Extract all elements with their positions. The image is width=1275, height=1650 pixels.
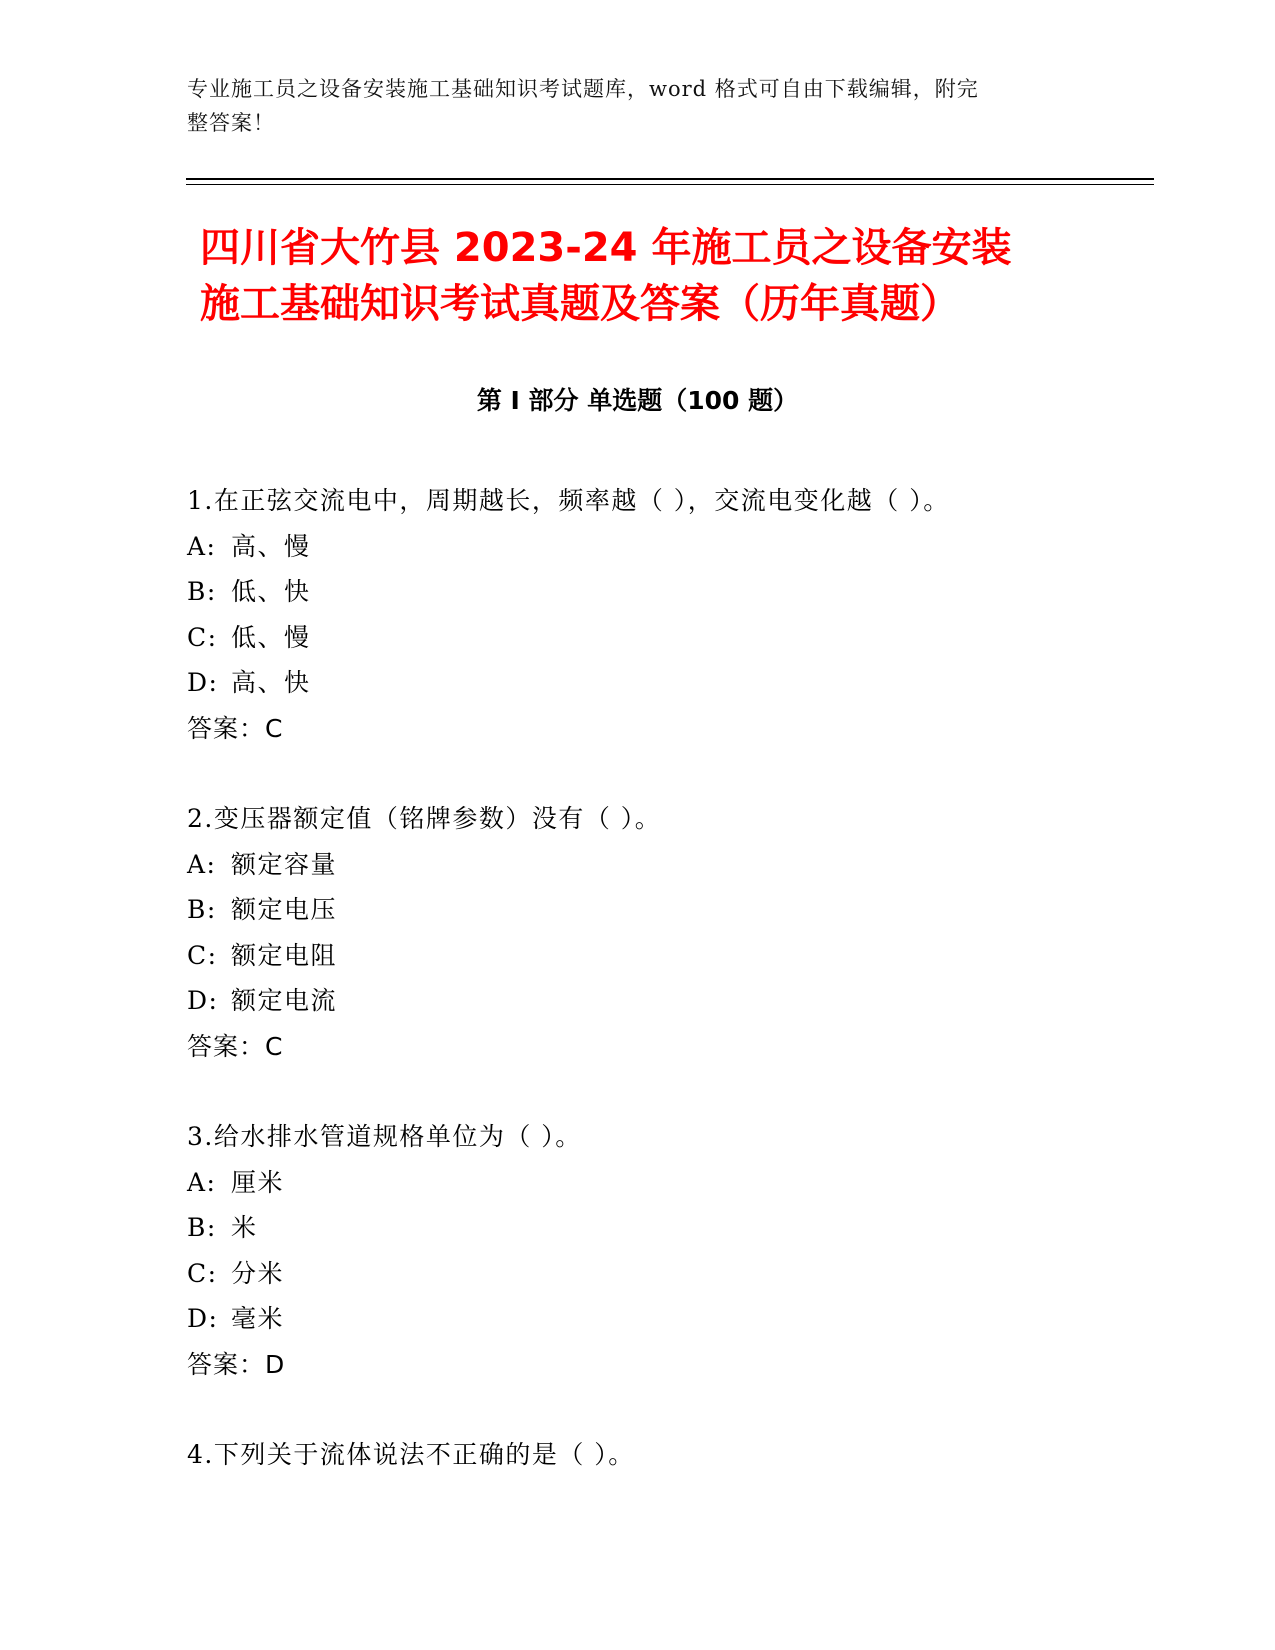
header-divider-thick: [186, 178, 1154, 180]
option-text: 低、快: [231, 577, 311, 606]
option-d: [187, 978, 1137, 1024]
document-title: [200, 220, 1080, 332]
option-d: [187, 1296, 1137, 1342]
option-label: A:: [187, 531, 217, 561]
option-label: D:: [187, 668, 219, 697]
option-text: 额定电压: [231, 895, 338, 924]
option-text: 米: [231, 1213, 258, 1242]
option-text: 高、慢: [231, 531, 311, 561]
question-stem: 1.在正弦交流电中，周期越长，频率越（ ），交流电变化越（ ）。: [187, 486, 950, 515]
option-label: C:: [187, 622, 218, 652]
section-title: 第 I 部分 单选题（100 题）: [476, 386, 799, 415]
option-text: 额定电流: [231, 986, 338, 1015]
question-4: [187, 1432, 1137, 1478]
answer: 答案：D: [187, 1349, 286, 1379]
option-text: 厘米: [231, 1167, 285, 1197]
option-label: A:: [187, 849, 217, 879]
document-title-line-2: 施工基础知识考试真题及答案（历年真题）: [200, 281, 960, 327]
answer: 答案：C: [187, 1031, 284, 1061]
option-text: 低、慢: [231, 622, 311, 652]
option-c: [187, 1251, 1137, 1297]
question-stem: 4.下列关于流体说法不正确的是（ ）。: [187, 1440, 635, 1469]
option-label: A:: [187, 1167, 217, 1197]
option-b: [187, 1205, 1137, 1251]
option-text: 分米: [231, 1258, 285, 1288]
option-c: [187, 615, 1137, 661]
header-note: [187, 72, 1067, 140]
option-text: 额定容量: [231, 849, 338, 879]
question-3: [187, 1114, 1137, 1387]
option-a: [187, 842, 1137, 888]
option-label: C:: [187, 940, 218, 970]
question-stem: 2.变压器额定值（铭牌参数）没有（ ）。: [187, 804, 662, 833]
question-2: [187, 796, 1137, 1069]
option-label: C:: [187, 1258, 218, 1288]
option-text: 毫米: [231, 1304, 285, 1333]
option-label: B:: [187, 1213, 217, 1242]
header-divider-thin: [186, 184, 1154, 185]
option-label: B:: [187, 577, 217, 606]
option-c: [187, 933, 1137, 979]
option-b: [187, 887, 1137, 933]
option-text: 高、快: [231, 668, 311, 697]
question-stem: 3.给水排水管道规格单位为（ ）。: [187, 1122, 582, 1151]
document-title-line-1: 四川省大竹县 2023-24 年施工员之设备安装: [200, 225, 1012, 271]
header-note-line-2: 整答案！: [187, 111, 275, 135]
option-d: [187, 660, 1137, 706]
option-label: D:: [187, 986, 219, 1015]
option-text: 额定电阻: [231, 940, 338, 970]
option-a: [187, 1160, 1137, 1206]
option-a: [187, 524, 1137, 570]
answer: 答案：C: [187, 713, 284, 743]
question-1: [187, 478, 1137, 751]
option-label: B:: [187, 895, 217, 924]
option-b: [187, 569, 1137, 615]
header-note-line-1: 专业施工员之设备安装施工基础知识考试题库，word 格式可自由下载编辑，附完: [187, 77, 979, 101]
option-label: D:: [187, 1304, 219, 1333]
